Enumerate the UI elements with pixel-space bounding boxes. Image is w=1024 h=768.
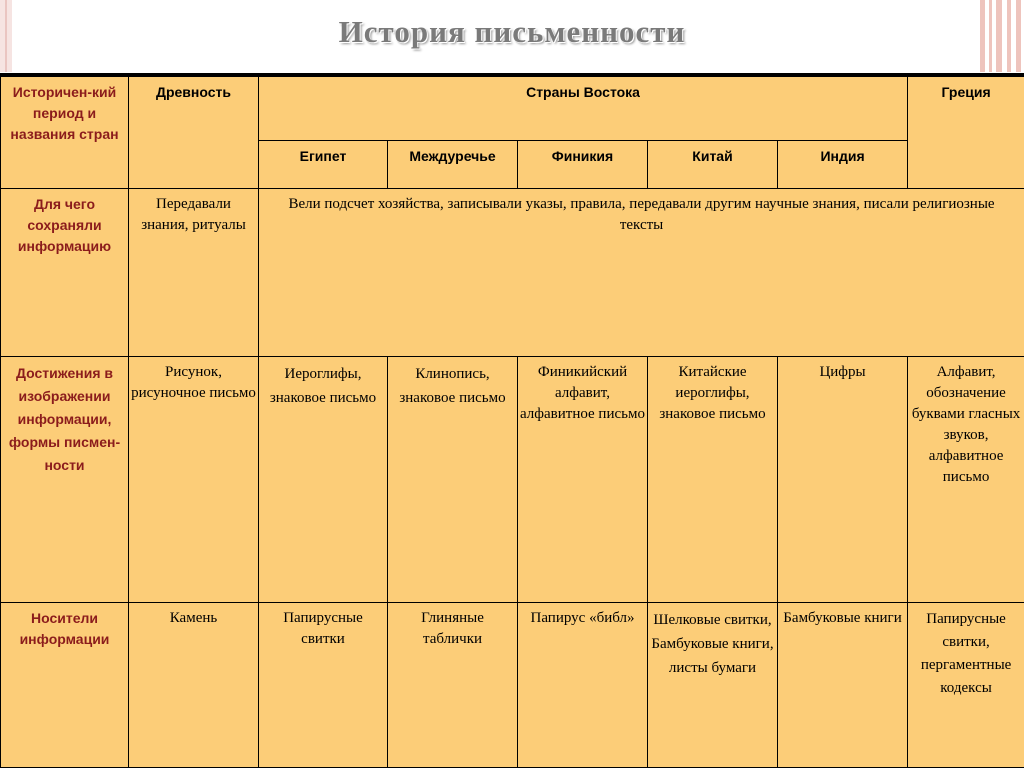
achievements-mesopotamia-cell: Клинопись, знаковое письмо [388,357,518,603]
header-egypt-cell: Египет [259,141,388,189]
row-carriers-label: Носители информации [1,603,129,768]
carriers-india-cell: Бамбуковые книги [778,603,908,768]
header-antiquity-cell: Древность [129,77,259,189]
achievements-egypt-cell: Иероглифы, знаковое письмо [259,357,388,603]
achievements-phoenicia-cell: Финикийский алфавит, алфавитное письмо [518,357,648,603]
achievements-greece-cell: Алфавит, обозначение буквами гласных звуков, алфавитное письмо [908,357,1024,603]
purpose-east-greece-cell: Вели подсчет хозяйства, записывали указы, правила, передавали другим научные знания, писали религиозные тексты [259,189,1024,357]
carriers-phoenicia-cell: Папирус «библ» [518,603,648,768]
achievements-india-cell: Цифры [778,357,908,603]
page-title: История письменности [0,14,1024,50]
header-period-cell: Историчен-кий период и названия стран [1,77,129,189]
carriers-mesopotamia-cell: Глиняные таблички [388,603,518,768]
row-purpose-label: Для чего сохраняли информацию [1,189,129,357]
row-achievements-label: Достижения в изображении информации, формы писмен-ности [1,357,129,603]
carriers-antiquity-cell: Камень [129,603,259,768]
header-east-cell: Страны Востока [259,77,908,141]
achievements-china-cell: Китайские иероглифы, знаковое письмо [648,357,778,603]
achievements-antiquity-cell: Рисунок, рисуночное письмо [129,357,259,603]
header-phoenicia-cell: Финикия [518,141,648,189]
purpose-antiquity-cell: Передавали знания, ритуалы [129,189,259,357]
carriers-egypt-cell: Папирусные свитки [259,603,388,768]
writing-history-table [0,76,1024,768]
header-mesopotamia-cell: Междуречье [388,141,518,189]
header-china-cell: Китай [648,141,778,189]
carriers-china-cell: Шелковые свитки, Бамбуковые книги, листы бумаги [648,603,778,768]
carriers-greece-cell: Папирусные свитки, пергаментные кодексы [908,603,1024,768]
header-greece-cell: Греция [908,77,1024,189]
header-india-cell: Индия [778,141,908,189]
